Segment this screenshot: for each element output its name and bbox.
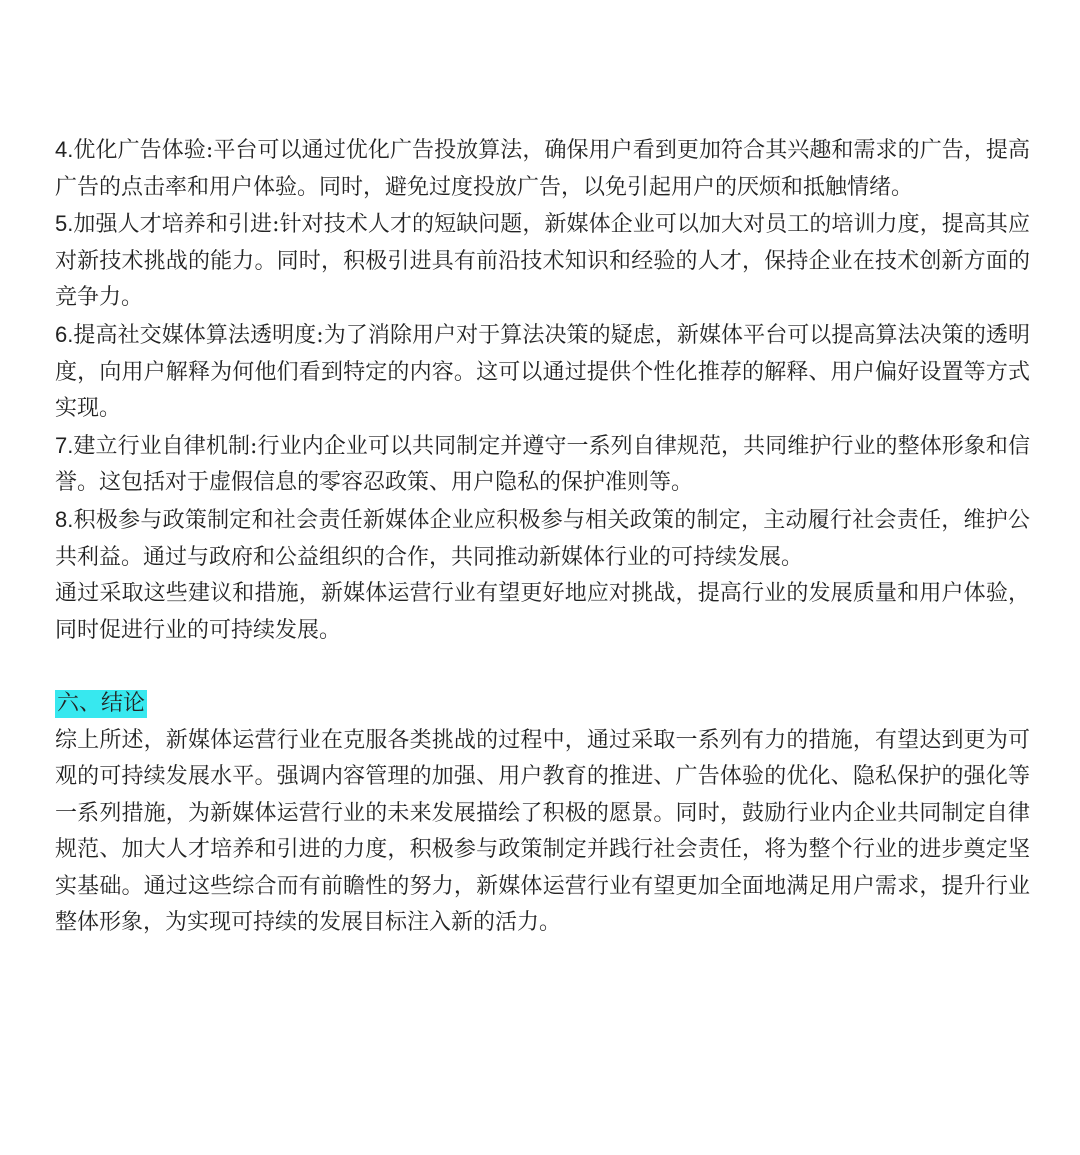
point-number: 6. — [55, 321, 74, 347]
heading-highlight: 六、结论 — [57, 690, 146, 716]
conclusion-paragraph: 综上所述，新媒体运营行业在克服各类挑战的过程中，通过采取一系列有力的措施，有望达到更为可观的可持续发展水平。强调内容管理的加强、用户教育的推进、广告体验的优化、隐私保护的强化等一系列措施，为新媒体运营行业的未来发展描绘了积极的愿景。同时，鼓励行业内企业共同制定自律规范、加大人才培养和引进的力度，积极参与政策制定并践行社会责任，将为整个行业的进步奠定坚实基础。通过这些综合而有前瞻性的努力，新媒体运营行业有望更加全面地满足用户需求，提升行业整体形象，为实现可持续的发展目标注入新的活力。 — [55, 727, 1030, 936]
point-text: 提高社交媒体算法透明度:为了消除用户对于算法决策的疑虑，新媒体平台可以提高算法决策的透明度，向用户解释为何他们看到特定的内容。这可以通过提供个性化推荐的解释、用户偏好设置等方式实现。 — [55, 322, 1030, 422]
point-number: 7. — [55, 432, 74, 458]
point-text: 优化广告体验:平台可以通过优化广告投放算法，确保用户看到更加符合其兴趣和需求的广告，提高广告的点击率和用户体验。同时，避免过度投放广告，以免引起用户的厌烦和抵触情绪。 — [55, 138, 1030, 200]
point-7 — [55, 428, 1030, 502]
point-6 — [55, 317, 1030, 428]
summary-paragraph: 通过采取这些建议和措施，新媒体运营行业有望更好地应对挑战，提高行业的发展质量和用户体验，同时促进行业的可持续发展。 — [55, 581, 1030, 643]
point-text: 积极参与政策制定和社会责任新媒体企业应积极参与相关政策的制定，主动履行社会责任，维护公共利益。通过与政府和公益组织的合作，共同推动新媒体行业的可持续发展。 — [55, 507, 1030, 570]
section-heading — [55, 686, 1030, 723]
document-page — [55, 132, 1030, 942]
point-number: 8. — [55, 506, 74, 532]
point-4 — [55, 132, 1030, 206]
section-spacer — [55, 649, 1030, 686]
point-5 — [55, 206, 1030, 317]
point-number: 5. — [55, 211, 74, 237]
point-8 — [55, 502, 1030, 576]
point-text: 加强人才培养和引进:针对技术人才的短缺问题，新媒体企业可以加大对员工的培训力度，提高其应对新技术挑战的能力。同时，积极引进具有前沿技术知识和经验的人才，保持企业在技术创新方面的竞争力。 — [55, 212, 1030, 311]
point-text: 建立行业自律机制:行业内企业可以共同制定并遵守一系列自律规范，共同维护行业的整体形象和信誉。这包括对于虚假信息的零容忍政策、用户隐私的保护准则等。 — [55, 433, 1030, 496]
point-number: 4. — [55, 137, 74, 162]
